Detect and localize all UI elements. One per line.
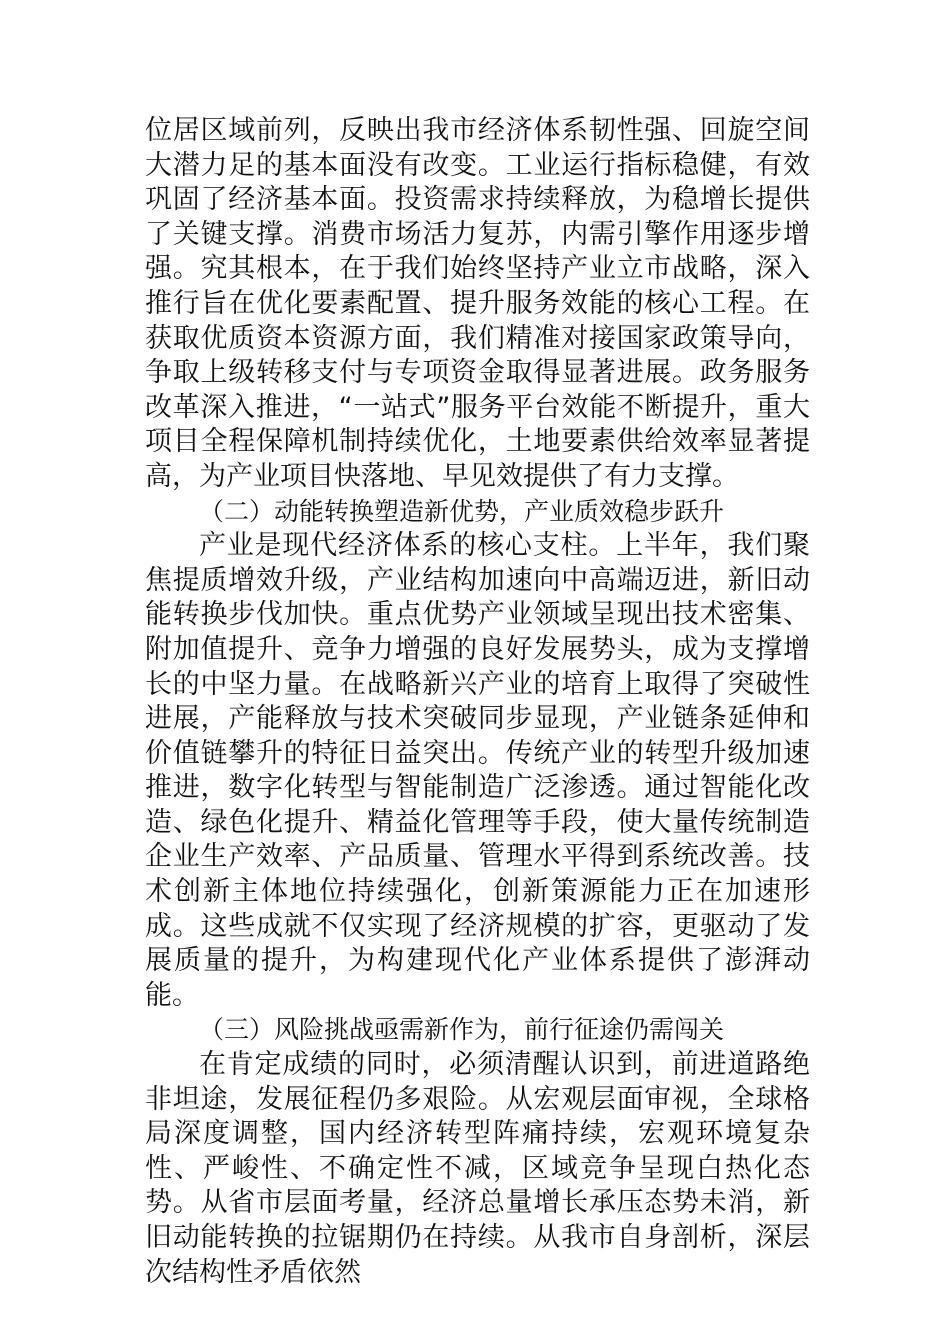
document-body: [145, 114, 810, 1290]
paragraph-industry: 产业是现代经济体系的核心支柱。上半年，我们聚焦提质增效升级，产业结构加速向中高端迈进，新旧动能转换步伐加快。重点优势产业领域呈现出技术密集、附加值提升、竞争力增强的良好发展势头，成为支撑增长的中坚力量。在战略新兴产业的培育上取得了突破性进展，产能释放与技术突破同步显现，产业链条延伸和价值链攀升的特征日益突出。传统产业的转型升级加速推进，数字化转型与智能制造广泛渗透。通过智能化改造、绿色化提升、精益化管理等手段，使大量传统制造企业生产效率、产品质量、管理水平得到系统改善。技术创新主体地位持续强化，创新策源能力正在加速形成。这些成就不仅实现了经济规模的扩容，更驱动了发展质量的提升，为构建现代化产业体系提供了澎湃动能。: [145, 530, 810, 1011]
paragraph-risks: 在肯定成绩的同时，必须清醒认识到，前进道路绝非坦途，发展征程仍多艰险。从宏观层面审视，全球格局深度调整，国内经济转型阵痛持续，宏观环境复杂性、严峻性、不确定性不减，区域竞争呈现白热化态势。从省市层面考量，经济总量增长承压态势未消，新旧动能转换的拉锯期仍在持续。从我市自身剖析，深层次结构性矛盾依然: [145, 1049, 810, 1288]
section-heading-2: （二）动能转换塑造新优势，产业质效稳步跃升: [199, 496, 725, 526]
section-heading-3: （三）风险挑战亟需新作为，前行征途仍需闯关: [199, 1015, 725, 1045]
paragraph-continued: 位居区域前列，反映出我市经济体系韧性强、回旋空间大潜力足的基本面没有改变。工业运行指标稳健，有效巩固了经济基本面。投资需求持续释放，为稳增长提供了关键支撑。消费市场活力复苏，内需引擎作用逐步增强。究其根本，在于我们始终坚持产业立市战略，深入推行旨在优化要素配置、提升服务效能的核心工程。在获取优质资本资源方面，我们精准对接国家政策导向，争取上级转移支付与专项资金取得显著进展。政务服务改革深入推进，“一站式”服务平台效能不断提升，重大项目全程保障机制持续优化，土地要素供给效率显著提高，为产业项目快落地、早见效提供了有力支撑。: [145, 115, 810, 492]
